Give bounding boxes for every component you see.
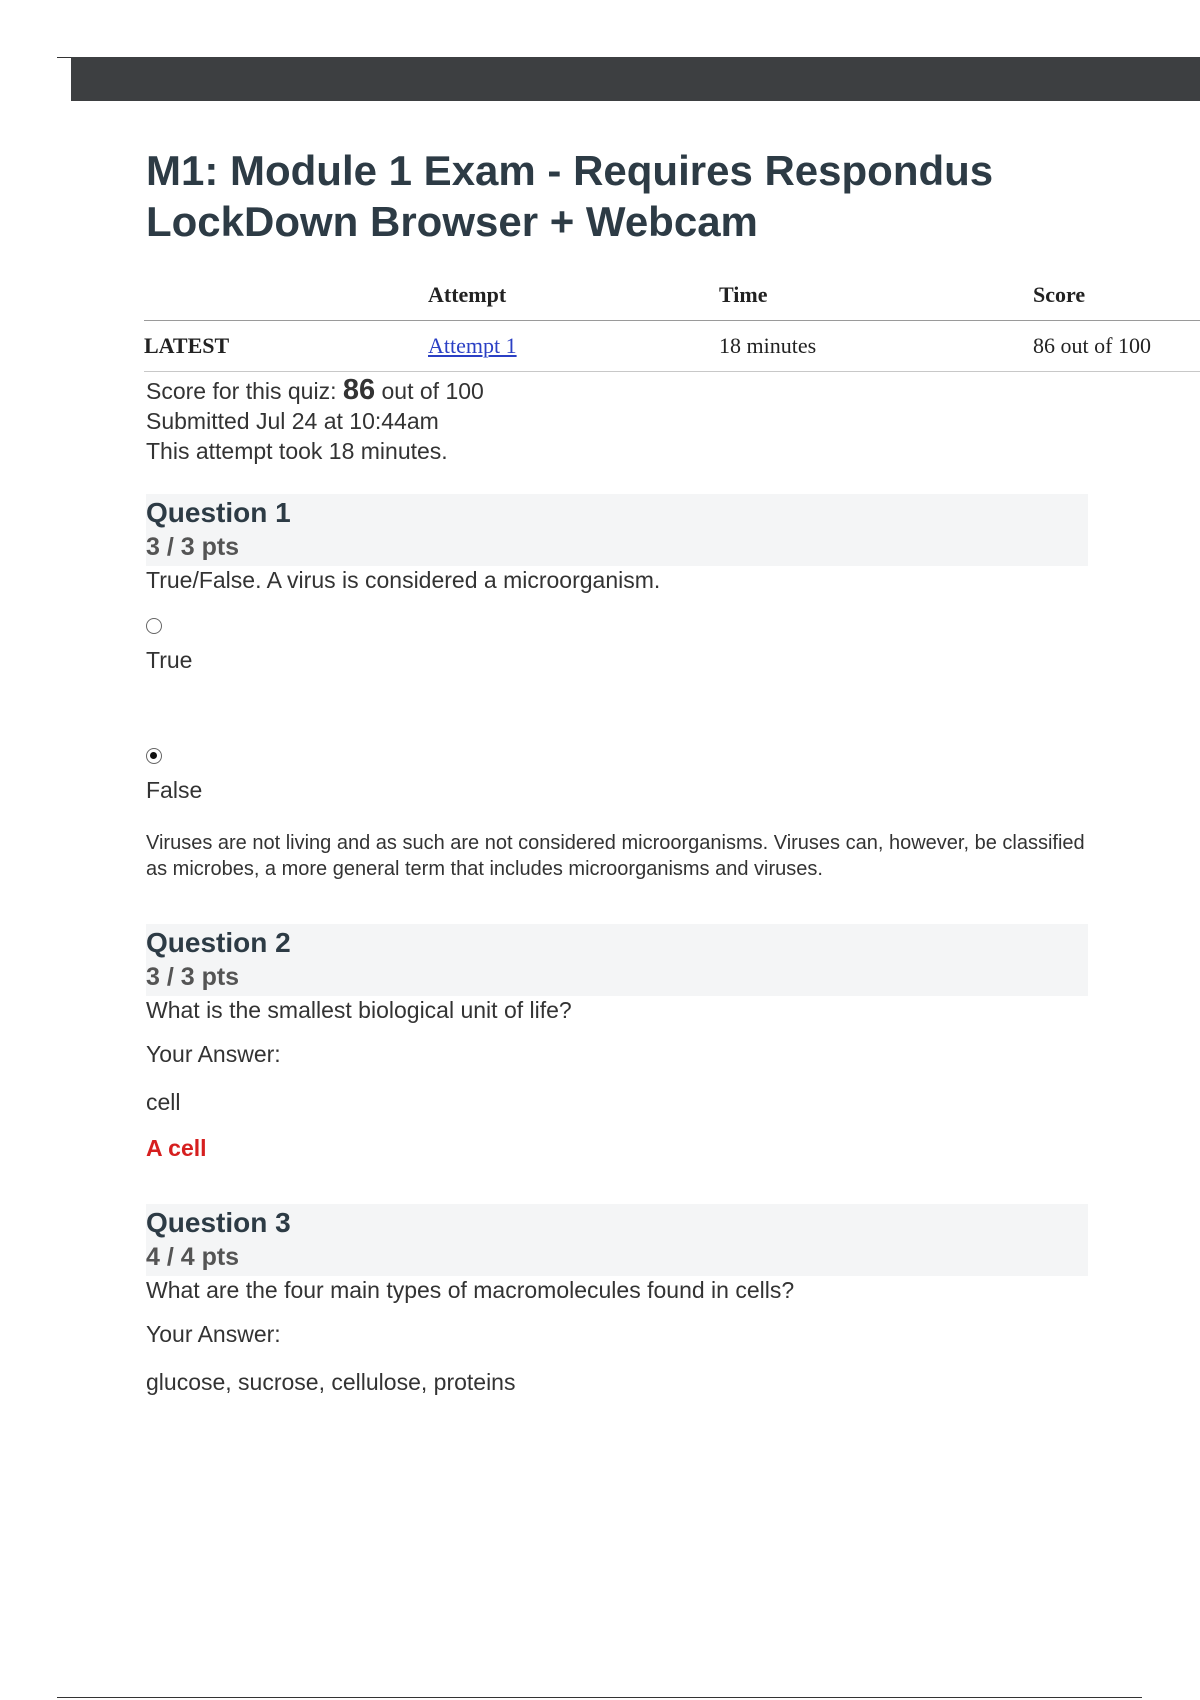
answer-option-label: False — [146, 777, 203, 803]
question-3 — [146, 1204, 1200, 1396]
question-title: Question 3 — [146, 1207, 291, 1238]
answer-option-label: True — [146, 647, 193, 673]
attempt-time: 18 minutes — [719, 333, 817, 358]
answer-comment: Viruses are not living and as such are not considered microorganisms. Viruses can, however, be classified as microbes, a more general term that includes microorganisms and viruses. — [146, 832, 1085, 880]
attempt-duration: This attempt took 18 minutes. — [146, 438, 448, 464]
answer-option-false — [146, 748, 1200, 804]
question-text: True/False. A virus is considered a microorganism. — [146, 567, 661, 593]
your-answer: glucose, sucrose, cellulose, proteins — [146, 1369, 516, 1395]
attempts-header-attempt: Attempt — [428, 282, 507, 307]
question-2 — [146, 924, 1200, 1162]
question-header — [146, 924, 1088, 996]
your-answer-label: Your Answer: — [146, 1321, 281, 1347]
attempt-row-label: LATEST — [144, 333, 230, 358]
attempts-header-blank — [144, 270, 428, 321]
question-text: What is the smallest biological unit of life? — [146, 997, 572, 1023]
question-header — [146, 1204, 1088, 1276]
table-row — [144, 321, 1200, 372]
quiz-score-suffix: out of 100 — [375, 378, 484, 404]
question-1 — [146, 494, 1200, 882]
correct-answer: A cell — [146, 1135, 207, 1161]
your-answer-label: Your Answer: — [146, 1041, 281, 1067]
question-points: 3 / 3 pts — [146, 963, 240, 991]
quiz-score-line — [146, 375, 1200, 406]
attempts-table — [144, 270, 1200, 372]
your-answer: cell — [146, 1089, 181, 1115]
attempt-score: 86 out of 100 — [1033, 333, 1151, 358]
radio-unselected-icon[interactable] — [146, 618, 162, 634]
submitted-timestamp: Submitted Jul 24 at 10:44am — [146, 408, 439, 434]
question-title: Question 1 — [146, 497, 291, 528]
question-header — [146, 494, 1088, 566]
attempt-1-link[interactable]: Attempt 1 — [428, 333, 517, 358]
attempts-table-header-row — [144, 270, 1200, 321]
quiz-score-value: 86 — [342, 374, 376, 406]
main-content — [146, 145, 1200, 1396]
attempts-header-time: Time — [719, 282, 768, 307]
question-points: 4 / 4 pts — [146, 1243, 240, 1271]
answer-option-true — [146, 618, 1200, 674]
question-text: What are the four main types of macromolecules found in cells? — [146, 1277, 795, 1303]
page-title: M1: Module 1 Exam - Requires Respondus LockDown Browser + Webcam — [146, 147, 994, 245]
question-title: Question 2 — [146, 927, 291, 958]
quiz-summary — [146, 375, 1200, 466]
bottom-divider — [57, 1697, 1142, 1698]
top-header-bar — [71, 57, 1200, 101]
question-points: 3 / 3 pts — [146, 533, 240, 561]
radio-selected-icon[interactable] — [146, 748, 162, 764]
attempts-header-score: Score — [1033, 282, 1086, 307]
top-divider-tick — [57, 57, 71, 58]
quiz-score-prefix: Score for this quiz: — [146, 378, 343, 404]
attempt-cell — [428, 321, 719, 372]
